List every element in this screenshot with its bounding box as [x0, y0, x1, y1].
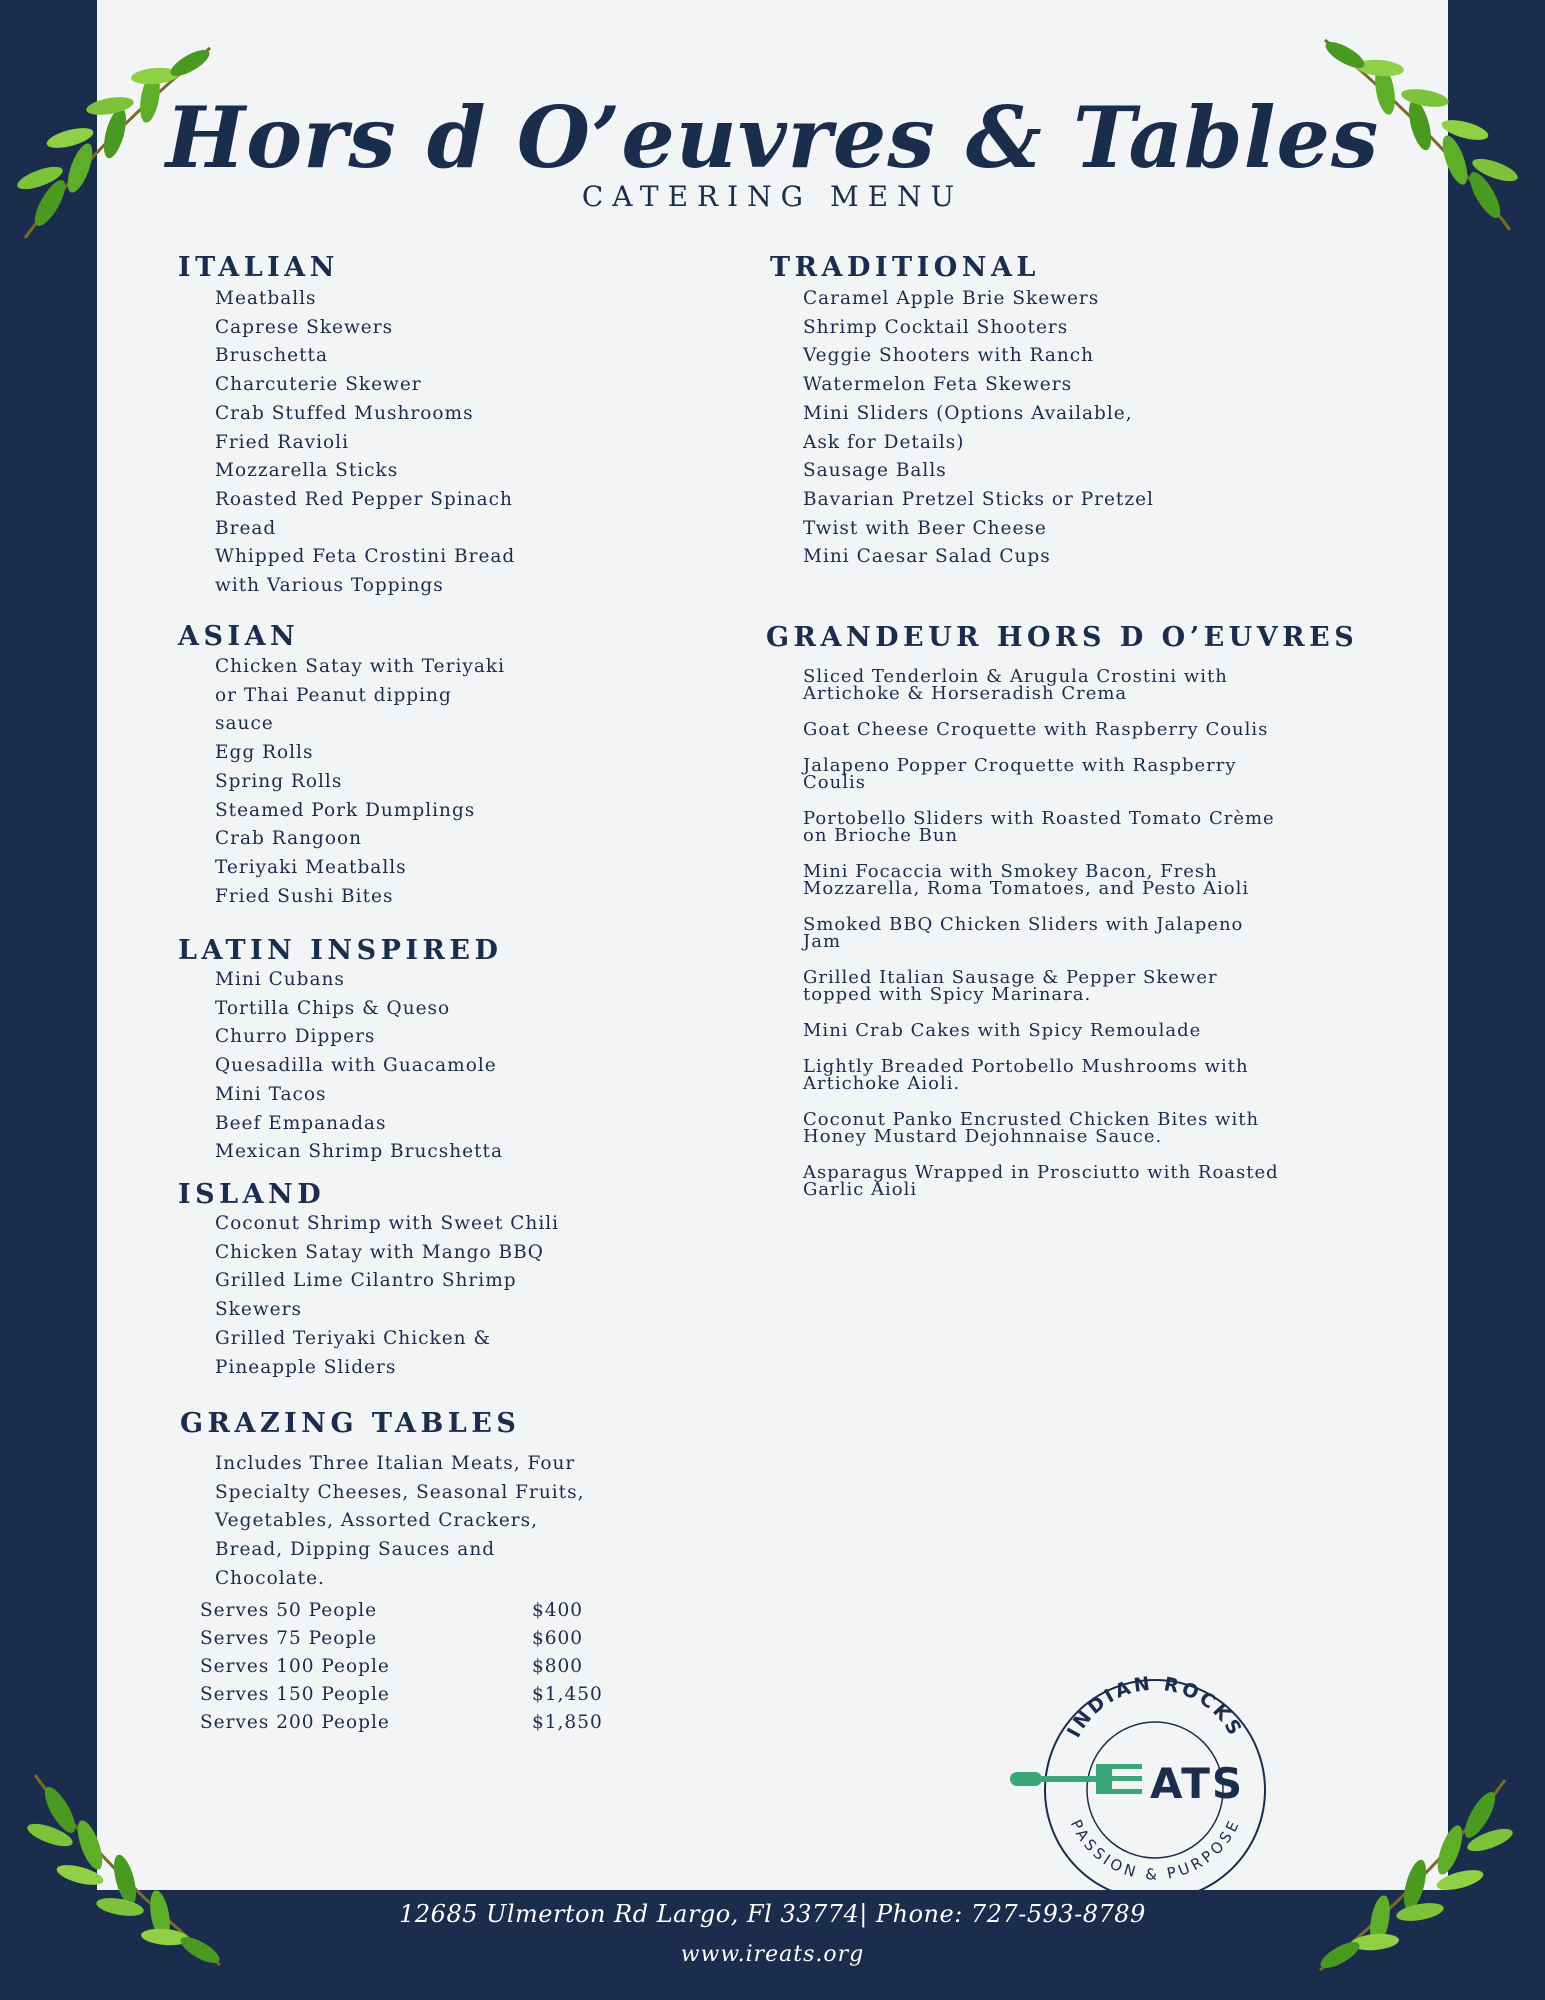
menu-item: or Thai Peanut dipping	[215, 684, 452, 706]
menu-item: Crab Stuffed Mushrooms	[215, 402, 474, 424]
price-row	[200, 1597, 620, 1625]
grazing-price-table	[200, 1597, 620, 1737]
fork-icon	[1010, 1764, 1142, 1794]
menu-item: Portobello Sliders with Roasted Tomato Crème on Brioche Bun	[803, 808, 1275, 846]
price: $600	[532, 1628, 584, 1649]
grazing-description-line: Specialty Cheeses, Seasonal Fruits,	[215, 1481, 585, 1503]
price: $1,450	[532, 1684, 603, 1705]
menu-item: Veggie Shooters with Ranch	[803, 345, 1095, 367]
menu-item: Beef Empanadas	[215, 1112, 387, 1134]
price: $800	[532, 1656, 584, 1677]
menu-item: Whipped Feta Crostini Bread	[215, 546, 516, 568]
menu-item: Mozzarella Sticks	[215, 460, 399, 482]
menu-item: Goat Cheese Croquette with Raspberry Coulis	[803, 719, 1269, 740]
menu-item: Quesadilla with Guacamole	[215, 1055, 497, 1077]
menu-item: Mini Caesar Salad Cups	[803, 546, 1051, 568]
menu-item: Bavarian Pretzel Sticks or Pretzel	[803, 488, 1154, 510]
menu-item: Egg Rolls	[215, 742, 314, 764]
island-list	[215, 1210, 635, 1382]
menu-item: Charcuterie Skewer	[215, 374, 422, 396]
grazing-description	[215, 1450, 615, 1594]
menu-item: Grilled Lime Cilantro Shrimp	[215, 1270, 517, 1292]
serving-size: Serves 200 People	[200, 1712, 390, 1733]
grazing-description-line: Vegetables, Assorted Crackers,	[215, 1510, 539, 1532]
menu-item: Bruschetta	[215, 345, 328, 367]
menu-item: Meatballs	[215, 288, 317, 309]
svg-text:PASSION & PURPOSE	[1067, 1817, 1243, 1884]
page-title: Hors d O’euvres & Tables	[165, 88, 1380, 187]
serving-size: Serves 50 People	[200, 1600, 378, 1621]
footer-website-link[interactable]: www.ireats.org	[680, 1942, 865, 1967]
menu-item: Shrimp Cocktail Shooters	[803, 316, 1069, 338]
grandeur-list	[803, 668, 1323, 1217]
section-title-asian: ASIAN	[178, 621, 300, 652]
menu-item: Grilled Italian Sausage & Pepper Skewer topped with Spicy Marinara.	[803, 967, 1218, 1005]
menu-item: Crab Rangoon	[215, 828, 363, 850]
menu-item: Bread	[215, 517, 277, 539]
grazing-description-line: Chocolate.	[215, 1567, 325, 1589]
menu-item: Grilled Teriyaki Chicken &	[215, 1327, 491, 1349]
menu-item: Ask for Details)	[803, 431, 965, 453]
page-subtitle: CATERING MENU	[581, 180, 964, 213]
price-row	[200, 1709, 620, 1737]
serving-size: Serves 100 People	[200, 1656, 390, 1677]
menu-item: Skewers	[215, 1299, 302, 1321]
section-title-grazing: GRAZING TABLES	[180, 1408, 521, 1439]
menu-item: Watermelon Feta Skewers	[803, 374, 1073, 396]
footer-address: 12685 Ulmerton Rd Largo, Fl 33774| Phone: 727-593-8789	[399, 1900, 1146, 1928]
menu-item: Mexican Shrimp Brucshetta	[215, 1141, 504, 1163]
menu-item: Asparagus Wrapped in Prosciutto with Roasted Garlic Aioli	[803, 1162, 1279, 1200]
menu-item: Jalapeno Popper Croquette with Raspberry Coulis	[803, 755, 1237, 793]
menu-item: Caprese Skewers	[215, 316, 394, 338]
price-row	[200, 1653, 620, 1681]
section-title-latin: LATIN INSPIRED	[178, 935, 503, 966]
serving-size: Serves 75 People	[200, 1628, 378, 1649]
section-title-italian: ITALIAN	[178, 252, 339, 283]
menu-item: Coconut Shrimp with Sweet Chili	[215, 1213, 560, 1234]
section-title-traditional: TRADITIONAL	[770, 252, 1040, 283]
menu-item: Spring Rolls	[215, 770, 343, 792]
menu-item: Smoked BBQ Chicken Sliders with Jalapeno Jam	[803, 914, 1244, 952]
price: $1,850	[532, 1712, 603, 1733]
menu-item: Mini Crab Cakes with Spicy Remoulade	[803, 1020, 1202, 1041]
logo-bottom-text: PASSION & PURPOSE	[1066, 1816, 1244, 1884]
menu-item: Steamed Pork Dumplings	[215, 799, 476, 821]
menu-item: Coconut Panko Encrusted Chicken Bites with Honey Mustard Dejohnnaise Sauce.	[803, 1109, 1260, 1147]
menu-item: Mini Focaccia with Smokey Bacon, Fresh Mozzarella, Roma Tomatoes, and Pesto Aioli	[803, 861, 1250, 899]
menu-item: Chicken Satay with Mango BBQ	[215, 1241, 544, 1263]
menu-item: Sliced Tenderloin & Arugula Crostini with Artichoke & Horseradish Crema	[803, 666, 1228, 704]
menu-item: Chicken Satay with Teriyaki	[215, 656, 506, 677]
menu-item: sauce	[215, 713, 274, 735]
grazing-description-line: Bread, Dipping Sauces and	[215, 1539, 496, 1561]
indian-rocks-eats-logo	[1000, 1660, 1310, 1920]
price-row	[200, 1681, 620, 1709]
menu-item: Twist with Beer Cheese	[803, 517, 1047, 539]
logo-top-text: INDIAN ROCKS	[1062, 1672, 1247, 1742]
menu-item: Mini Sliders (Options Available,	[803, 402, 1133, 424]
menu-item: Churro Dippers	[215, 1026, 376, 1048]
grazing-description-line: Includes Three Italian Meats, Four	[215, 1453, 576, 1474]
menu-item: Fried Ravioli	[215, 431, 349, 453]
section-title-grandeur: GRANDEUR HORS D O’EUVRES	[766, 622, 1359, 653]
price-row	[200, 1625, 620, 1653]
latin-list	[215, 966, 575, 1167]
price: $400	[532, 1600, 584, 1621]
traditional-list	[803, 285, 1223, 572]
svg-text:INDIAN ROCKS	[1063, 1673, 1247, 1742]
menu-item: Pineapple Sliders	[215, 1356, 397, 1378]
menu-item: Fried Sushi Bites	[215, 885, 394, 907]
section-title-island: ISLAND	[178, 1179, 326, 1210]
menu-item: Mini Cubans	[215, 969, 345, 990]
menu-item: with Various Toppings	[215, 575, 444, 597]
logo-main-text: ATS	[1150, 1759, 1245, 1808]
menu-item: Sausage Balls	[803, 460, 947, 482]
italian-list	[215, 285, 575, 601]
menu-item: Caramel Apple Brie Skewers	[803, 288, 1100, 309]
menu-item: Roasted Red Pepper Spinach	[215, 488, 513, 510]
menu-item: Teriyaki Meatballs	[215, 856, 407, 878]
asian-list	[215, 653, 575, 911]
menu-item: Lightly Breaded Portobello Mushrooms with Artichoke Aioli.	[803, 1056, 1249, 1094]
menu-item: Mini Tacos	[215, 1083, 327, 1105]
menu-item: Tortilla Chips & Queso	[215, 997, 451, 1019]
serving-size: Serves 150 People	[200, 1684, 390, 1705]
